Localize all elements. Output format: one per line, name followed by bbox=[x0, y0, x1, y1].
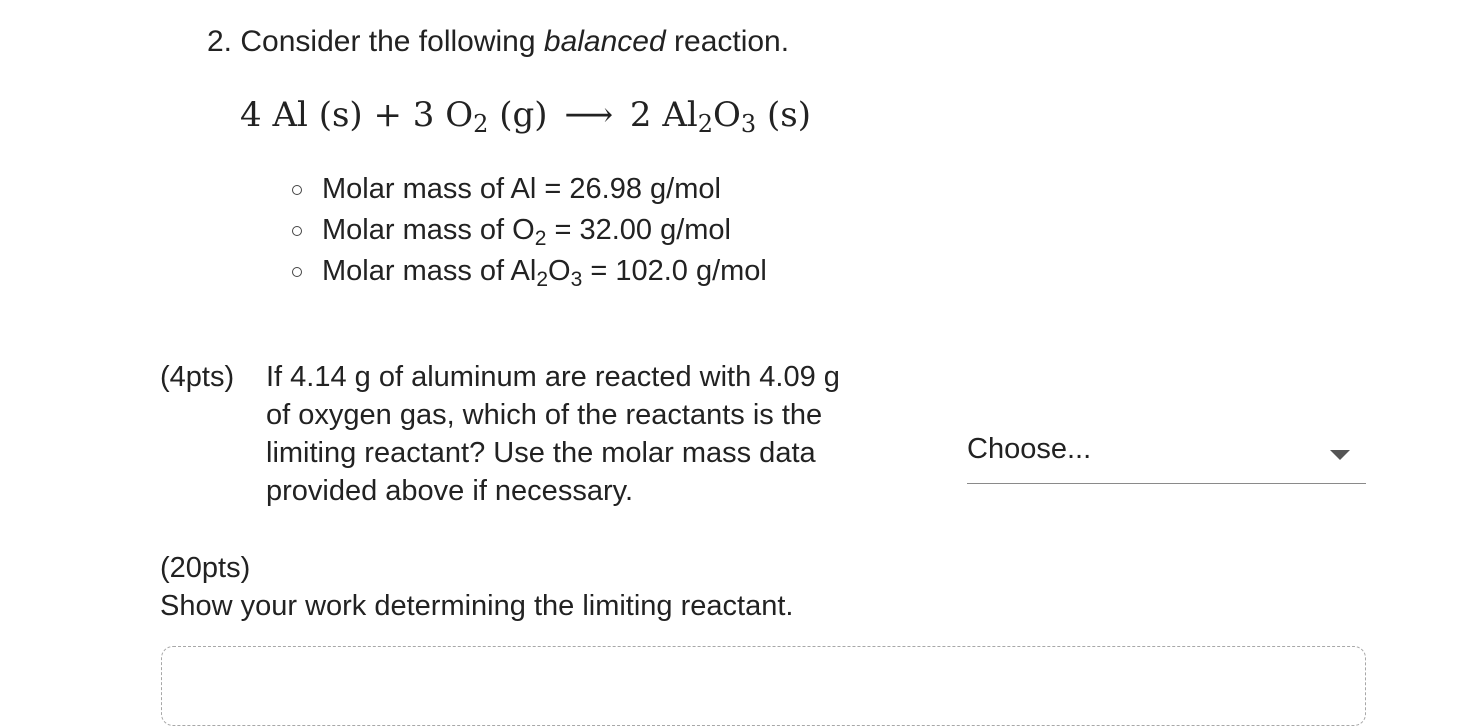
list-item bbox=[322, 211, 767, 252]
question-title-italic: balanced bbox=[543, 25, 666, 58]
question-title-post: reaction. bbox=[674, 25, 790, 58]
eq-rhs: 2 Al bbox=[629, 95, 698, 135]
eq-lhs-b-state: (g) bbox=[499, 95, 548, 135]
eq-lhs-a: 4 Al bbox=[240, 95, 308, 135]
molar-mass-al2o3-post: = 102.0 g/mol bbox=[582, 255, 767, 287]
eq-lhs-b-sub: 2 bbox=[473, 110, 489, 138]
list-item bbox=[322, 252, 767, 293]
work-answer-area[interactable] bbox=[161, 646, 1366, 726]
part1-line: provided above if necessary. bbox=[266, 475, 634, 507]
caret-down-icon bbox=[1330, 450, 1350, 460]
part1-question-text bbox=[266, 358, 926, 510]
molar-mass-al: Molar mass of Al = 26.98 g/mol bbox=[322, 173, 721, 205]
question-title bbox=[207, 22, 789, 62]
part1-line: If 4.14 g of aluminum are reacted with 4.09 g bbox=[266, 361, 840, 393]
list-item bbox=[322, 170, 767, 211]
eq-lhs-a-state: (s) bbox=[318, 95, 363, 135]
part1-points: (4pts) bbox=[160, 361, 235, 393]
question-title-pre: Consider the following bbox=[240, 25, 536, 58]
molar-mass-al2o3-sub: 2 bbox=[536, 268, 549, 291]
eq-lhs-b: 3 O bbox=[412, 95, 474, 135]
part1-line: of oxygen gas, which of the reactants is the bbox=[266, 399, 823, 431]
molar-mass-al2o3-mid: O bbox=[548, 255, 571, 287]
reaction-equation bbox=[240, 92, 811, 138]
part1-line: limiting reactant? Use the molar mass data bbox=[266, 437, 816, 469]
molar-mass-o2-sub: 2 bbox=[534, 227, 547, 250]
part2-points: (20pts) bbox=[160, 552, 251, 584]
part2-prompt: Show your work determining the limiting reactant. bbox=[160, 590, 794, 622]
molar-mass-al2o3-sub2: 3 bbox=[570, 268, 583, 291]
eq-rhs-o: O bbox=[713, 95, 741, 135]
eq-rhs-sub1: 2 bbox=[697, 110, 714, 138]
reaction-arrow: ⟶ bbox=[564, 95, 614, 135]
molar-mass-al2o3-pre: Molar mass of Al bbox=[322, 255, 537, 287]
eq-rhs-sub2: 3 bbox=[740, 110, 757, 138]
molar-mass-list bbox=[322, 170, 767, 293]
eq-rhs-state: (s) bbox=[767, 95, 811, 135]
select-value: Choose... bbox=[967, 433, 1092, 465]
question-number: 2. bbox=[207, 25, 233, 58]
eq-plus: + bbox=[373, 95, 402, 135]
limiting-reactant-select[interactable] bbox=[967, 426, 1366, 484]
molar-mass-o2-post: = 32.00 g/mol bbox=[546, 214, 731, 246]
molar-mass-o2-pre: Molar mass of O bbox=[322, 214, 535, 246]
